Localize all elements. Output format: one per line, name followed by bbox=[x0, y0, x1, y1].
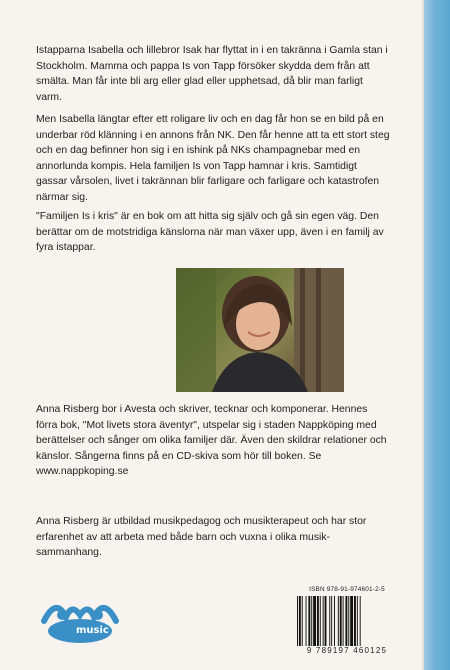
publisher-logo bbox=[36, 591, 124, 649]
author-bio-paragraph-2: Anna Risberg är utbildad musikpedagog och musikterapeut och har stor erfarenhet av att arbeta med både barn och vuxna i olika musik-sammanhang. bbox=[36, 516, 367, 559]
publisher-logo-text: music bbox=[76, 625, 109, 636]
isbn-label: ISBN 978-91-974601-2-5 bbox=[309, 586, 385, 593]
author-bio-paragraph-1: Anna Risberg bor i Avesta och skriver, tecknar och komponerar. Hennes förra bok, "Mot livets stora äventyr", utspelar sig i staden Nappköping med berättelser och sånger om olika familjer där. Även den skildrar relationer och känslor. Sångerna finns på en CD-skiva som hör till boken. Se www.nappkoping.se bbox=[36, 404, 387, 478]
barcode-number: 9 789197 460125 bbox=[306, 646, 388, 655]
blurb-paragraph-2: Men Isabella längtar efter ett roligare liv och en dag får hon se en bild på en underbar röd klänning i en annons från NK. Den får henne att ta ett stort steg och en dag befinner hon sig i en ishink på NKs champagnebar med en annorlunda kompis. Hela familjen Is von Tapp hamnar i kris. Samtidigt gassar vårsolen, livet i takrännan blir farligare och farligare och katastrofen närmar sig. bbox=[36, 114, 390, 203]
author-photo bbox=[176, 268, 344, 392]
barcode-icon bbox=[297, 596, 397, 646]
book-spine-edge bbox=[424, 0, 450, 670]
spine-divider bbox=[422, 0, 424, 670]
blurb-paragraph-1: Istapparna Isabella och lillebror Isak har flyttat in i en takränna i Gamla stan i Stockholm. Mamma och pappa Is von Tapp försöker skydda dem från att smälta. Man får inte bli arg eller glad eller upphetsad, då blir man farligt varm. bbox=[36, 45, 388, 103]
blurb-paragraph-3: "Familjen Is i kris" är en bok om att hitta sig själv och gå sin egen väg. Den berättar om de motstridiga känslorna när man växer upp, även i en familj av fyra istappar. bbox=[36, 211, 384, 254]
barcode-area bbox=[295, 586, 399, 658]
